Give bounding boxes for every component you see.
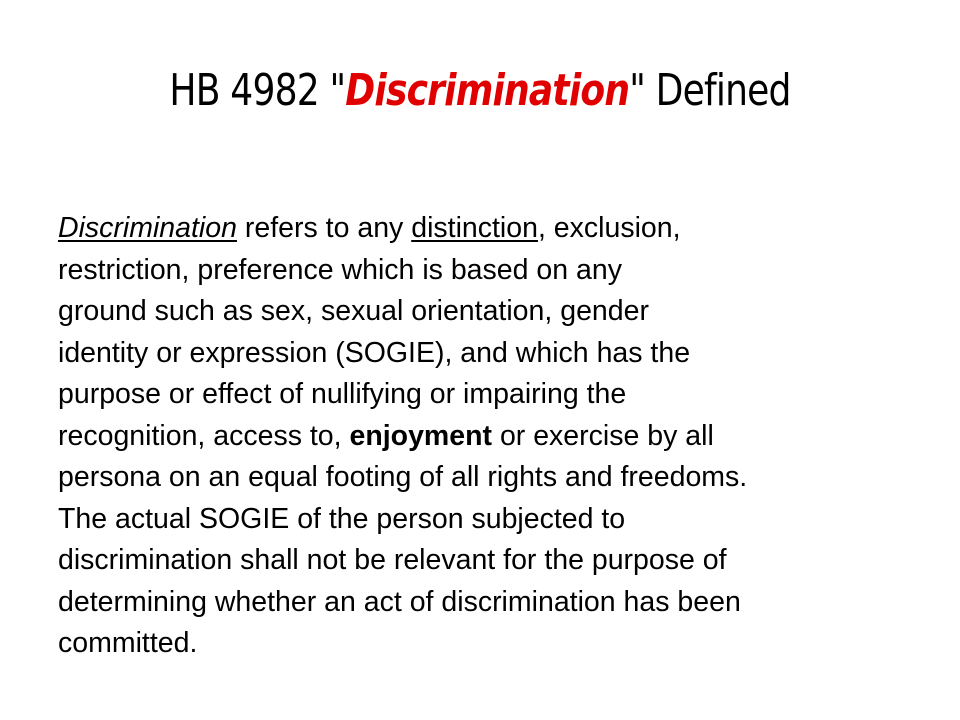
slide-title: [86, 58, 873, 124]
text-line-4: identity or expression (SOGIE), and which has the: [58, 336, 691, 369]
text-line-7: persona on an equal footing of all rights and freedoms.: [58, 461, 748, 493]
title-suffix: " Defined: [629, 65, 791, 116]
line6-part1: recognition, access to,: [58, 419, 350, 452]
text-line-3: ground such as sex, sexual orientation, gender: [58, 295, 649, 327]
title-highlight: Discrimination: [345, 65, 630, 116]
text-line-1: [58, 208, 918, 250]
term-distinction: distinction: [411, 212, 538, 244]
title-prefix: HB 4982 ": [169, 65, 346, 116]
definition-text: [58, 208, 918, 665]
text-line-5: purpose or effect of nullifying or impairing the: [58, 378, 627, 410]
line6-part2: or exercise by all: [492, 419, 714, 452]
term-enjoyment: enjoyment: [349, 419, 493, 452]
text-line-6: [58, 416, 918, 458]
text-line-8: The actual SOGIE of the person subjected to: [58, 502, 626, 535]
text-line-11: committed.: [58, 627, 198, 659]
text-line-9: discrimination shall not be relevant for the purpose of: [58, 544, 727, 576]
line1-part3: , exclusion,: [537, 212, 681, 244]
text-line-2: restriction, preference which is based on any: [58, 253, 622, 286]
term-discrimination: Discrimination: [58, 212, 237, 244]
text-line-10: determining whether an act of discrimination has been: [58, 585, 741, 618]
line1-part1: refers to any: [236, 212, 412, 244]
